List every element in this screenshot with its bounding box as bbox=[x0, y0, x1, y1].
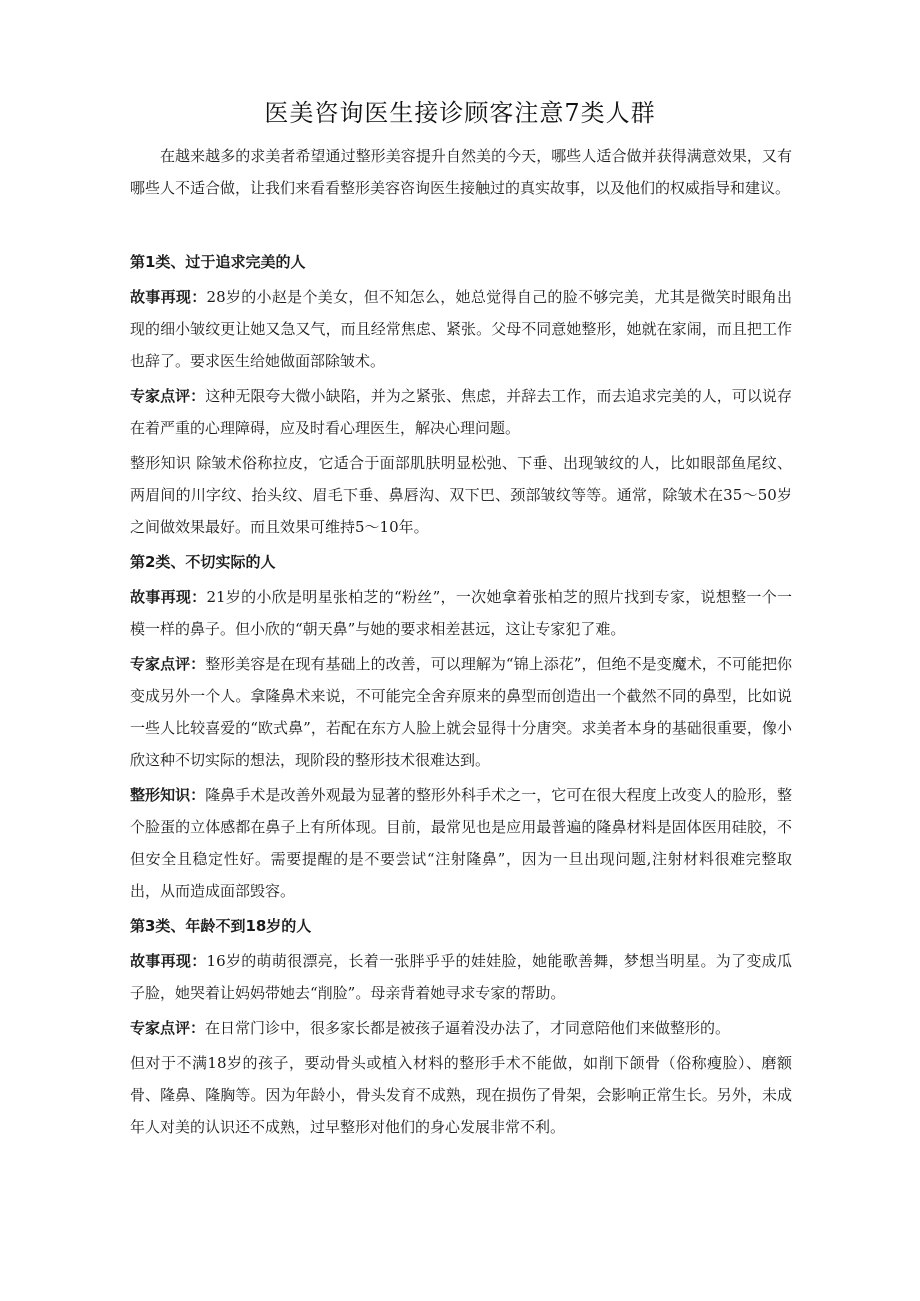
section-2-knowledge bbox=[130, 779, 792, 907]
comment-label: 专家点评： bbox=[130, 655, 206, 673]
knowledge-label: 整形知识： bbox=[130, 786, 206, 804]
comment-text: 在日常门诊中，很多家长都是被孩子逼着没办法了，才同意陪他们来做整形的。 bbox=[205, 1019, 731, 1037]
page-title: 医美咨询医生接诊顾客注意7类人群 bbox=[264, 99, 656, 127]
section-3-story bbox=[130, 945, 792, 1009]
section-3-comment bbox=[130, 1012, 792, 1044]
section-2-story bbox=[130, 581, 792, 645]
comment-label: 专家点评： bbox=[130, 387, 206, 405]
story-label: 故事再现： bbox=[130, 288, 207, 306]
comment-text: 这种无限夸大微小缺陷，并为之紧张、焦虑，并辞去工作，而去追求完美的人，可以说存在着严重的心理障碍，应及时看心理医生，解决心理问题。 bbox=[130, 387, 792, 437]
story-text: 21岁的小欣是明星张柏芝的“粉丝”，一次她拿着张柏芝的照片找到专家，说想整一个一模一样的鼻子。但小欣的“朝天鼻”与她的要求相差甚远，这让专家犯了难。 bbox=[130, 588, 792, 638]
story-label: 故事再现： bbox=[130, 952, 207, 970]
story-text: 28岁的小赵是个美女，但不知怎么，她总觉得自己的脸不够完美，尤其是微笑时眼角出现的细小皱纹更让她又急又气，而且经常焦虑、紧张。父母不同意她整形，她就在家闹，而且把工作也辞了。要求医生给她做面部除皱术。 bbox=[130, 288, 792, 370]
knowledge-text: 隆鼻手术是改善外观最为显著的整形外科手术之一，它可在很大程度上改变人的脸形，整个脸蛋的立体感都在鼻子上有所体现。目前，最常见也是应用最普遍的隆鼻材料是固体医用硅胶，不但安全且稳定性好。需要提醒的是不要尝试“注射隆鼻”，因为一旦出现问题,注射材料很难完整取出，从而造成面部毁容。 bbox=[130, 786, 792, 900]
section-1-knowledge bbox=[130, 447, 792, 543]
comment-text: 整形美容是在现有基础上的改善，可以理解为“锦上添花”，但绝不是变魔术，不可能把你变成另外一个人。拿隆鼻术来说，不可能完全舍弃原来的鼻型而创造出一个截然不同的鼻型，比如说一些人比较喜爱的“欧式鼻”，若配在东方人脸上就会显得十分唐突。求美者本身的基础很重要，像小欣这种不切实际的想法，现阶段的整形技术很难达到。 bbox=[130, 655, 792, 769]
section-3-heading: 第3类、年龄不到18岁的人 bbox=[130, 917, 312, 935]
intro-paragraph: 在越来越多的求美者希望通过整形美容提升自然美的今天，哪些人适合做并获得满意效果，又有哪些人不适合做，让我们来看看整形美容咨询医生接触过的真实故事，以及他们的权威指导和建议。 bbox=[130, 147, 792, 197]
comment-label: 专家点评： bbox=[130, 1019, 206, 1037]
section-1-heading: 第1类、过于追求完美的人 bbox=[130, 253, 306, 271]
section-2-comment bbox=[130, 648, 792, 776]
section-3-extra: 但对于不满18岁的孩子，要动骨头或植入材料的整形手术不能做，如削下颌骨（俗称瘦脸）、磨额骨、隆鼻、隆胸等。因为年龄小，骨头发育不成熟，现在损伤了骨架，会影响正常生长。另外，未成年人对美的认识还不成熟，过早整形对他们的身心发展非常不利。 bbox=[130, 1054, 792, 1136]
section-1-story bbox=[130, 281, 792, 377]
section-2-heading: 第2类、不切实际的人 bbox=[130, 553, 276, 571]
document-body bbox=[130, 140, 792, 1143]
story-text: 16岁的萌萌很漂亮，长着一张胖乎乎的娃娃脸，她能歌善舞，梦想当明星。为了变成瓜子脸，她哭着让妈妈带她去“削脸”。母亲背着她寻求专家的帮助。 bbox=[130, 952, 792, 1002]
knowledge-label: 整形知识 bbox=[130, 454, 192, 472]
knowledge-text: 除皱术俗称拉皮，它适合于面部肌肤明显松弛、下垂、出现皱纹的人，比如眼部鱼尾纹、两眉间的川字纹、抬头纹、眉毛下垂、鼻唇沟、双下巴、颈部皱纹等等。通常，除皱术在35〜50岁之间做效果最好。而且效果可维持5〜10年。 bbox=[130, 454, 792, 536]
story-label: 故事再现： bbox=[130, 588, 207, 606]
section-1-comment bbox=[130, 380, 792, 444]
